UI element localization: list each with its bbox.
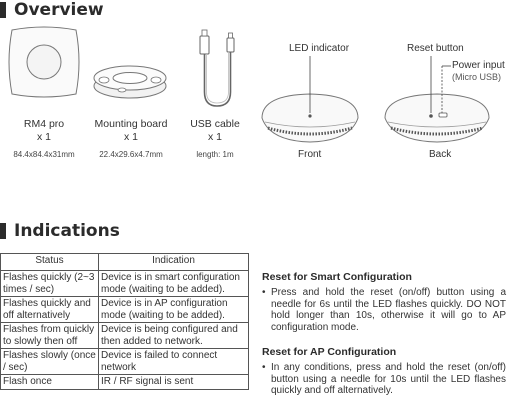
- status-cell: Flashes from quickly to slowly then off: [1, 323, 99, 349]
- usb-cable-image: [200, 30, 234, 106]
- status-cell: Flashes slowly (once / sec): [1, 349, 99, 375]
- table-row: [1, 323, 249, 349]
- table-row: [1, 297, 249, 323]
- product-qty: x 1: [36, 131, 51, 143]
- indication-cell: IR / RF signal is sent: [99, 375, 249, 390]
- product-name: RM4 pro: [23, 118, 65, 130]
- product-qty: x 1: [123, 131, 138, 143]
- reset-smart-item: [262, 287, 506, 333]
- reset-ap-item: [262, 362, 506, 397]
- product-dimensions: length: 1m: [196, 150, 234, 159]
- product-qty: x 1: [207, 131, 222, 143]
- status-cell: Flashes quickly (2~3 times / sec): [1, 271, 99, 297]
- indications-table: [0, 253, 249, 390]
- column-header-status: Status: [1, 254, 99, 271]
- product-name: USB cable: [190, 118, 240, 130]
- table-row: [1, 271, 249, 297]
- column-header-indication: Indication: [99, 254, 249, 271]
- indication-cell: Device is in AP configuration mode (waiting to be added).: [99, 297, 249, 323]
- product-name: Mounting board: [94, 118, 168, 130]
- indication-cell: Device is being configured and then added to network.: [99, 323, 249, 349]
- bullet: •: [262, 362, 266, 373]
- indication-cell: Device is failed to connect network: [99, 349, 249, 375]
- power-input-label: Power input: [452, 60, 505, 71]
- table-row: [1, 349, 249, 375]
- indication-cell: Device is in smart configuration mode (waiting to be added).: [99, 271, 249, 297]
- indications-title: Indications: [14, 221, 120, 241]
- status-cell: Flashes quickly and off alternatively: [1, 297, 99, 323]
- bullet: •: [262, 287, 266, 298]
- table-row: [1, 375, 249, 390]
- reset-ap-title: Reset for AP Configuration: [262, 346, 397, 358]
- product-dimensions: 22.4x29.6x4.7mm: [99, 150, 163, 159]
- product-usb-cable: [180, 118, 250, 144]
- power-input-sublabel: (Micro USB): [452, 72, 501, 82]
- status-cell: Flash once: [1, 375, 99, 390]
- overview-illustrations: [0, 0, 507, 170]
- table-header-row: [1, 254, 249, 271]
- reset-smart-text: Press and hold the reset (on/off) button using a needle for 6s until the LED flashes quickly. DO NOT hold longer than 10s, otherwise it will go to AP configuration mode.: [271, 287, 506, 333]
- front-label: Front: [298, 149, 322, 160]
- product-mounting-board: [86, 118, 176, 144]
- reset-button-label: Reset button: [407, 43, 464, 54]
- product-dimensions: 84.4x84.4x31mm: [13, 150, 75, 159]
- heading-bar: [0, 223, 6, 239]
- mounting-board-image: [94, 66, 166, 98]
- back-label: Back: [429, 149, 452, 160]
- product-rm4-pro: [2, 118, 86, 144]
- reset-smart-title: Reset for Smart Configuration: [262, 271, 412, 283]
- overview-title: Overview: [14, 0, 104, 20]
- led-indicator-label: LED indicator: [289, 43, 350, 54]
- device-front-image: [262, 56, 358, 142]
- rm4-pro-image: [9, 27, 79, 97]
- reset-ap-text: In any conditions, press and hold the reset (on/off) button using a needle for 10s until the LED flashes quickly and off alternatively.: [271, 362, 506, 397]
- indications-heading: [0, 221, 120, 241]
